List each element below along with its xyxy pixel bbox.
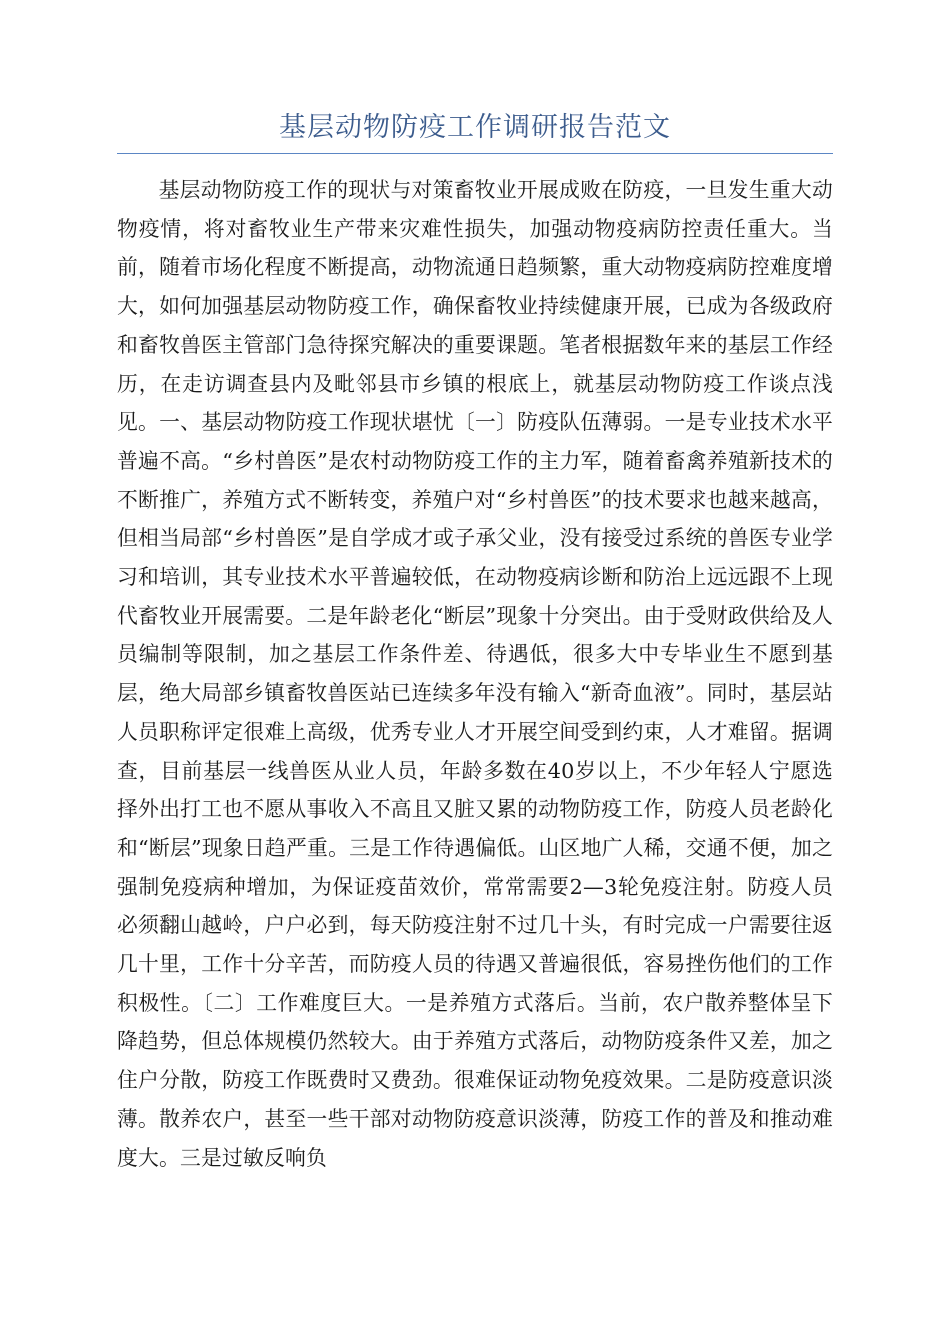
body-paragraph: 基层动物防疫工作的现状与对策畜牧业开展成败在防疫，一旦发生重大动物疫情，将对畜牧业生产带来灾难性损失，加强动物疫病防控责任重大。当前，随着市场化程度不断提高，动物流通日趋频繁，重大动物疫病防控难度增大，如何加强基层动物防疫工作，确保畜牧业持续健康开展，已成为各级政府和畜牧兽医主管部门急待探究解决的重要课题。笔者根据数年来的基层工作经历，在走访调查县内及毗邻县市乡镇的根底上，就基层动物防疫工作谈点浅见。一、基层动物防疫工作现状堪忧〔一〕防疫队伍薄弱。一是专业技术水平普遍不高。“乡村兽医”是农村动物防疫工作的主力军，随着畜禽养殖新技术的不断推广，养殖方式不断转变，养殖户对“乡村兽医”的技术要求也越来越高，但相当局部“乡村兽医”是自学成才或子承父业，没有接受过系统的兽医专业学习和培训，其专业技术水平普遍较低，在动物疫病诊断和防治上远远跟不上现代畜牧业开展需要。二是年龄老化“断层”现象十分突出。由于受财政供给及人员编制等限制，加之基层工作条件差、待遇低，很多大中专毕业生不愿到基层，绝大局部乡镇畜牧兽医站已连续多年没有输入“新奇血液”。同时，基层站人员职称评定很难上高级，优秀专业人才开展空间受到约束，人才难留。据调查，目前基层一线兽医从业人员，年龄多数在40岁以上，不少年轻人宁愿选择外出打工也不愿从事收入不高且又脏又累的动物防疫工作，防疫人员老龄化和“断层”现象日趋严重。三是工作待遇偏低。山区地广人稀，交通不便，加之强制免疫病种增加，为保证疫苗效价，常常需要2—3轮免疫注射。防疫人员必须翻山越岭，户户必到，每天防疫注射不过几十头，有时完成一户需要往返几十里，工作十分辛苦，而防疫人员的待遇又普遍很低，容易挫伤他们的工作积极性。〔二〕工作难度巨大。一是养殖方式落后。当前，农户散养整体呈下降趋势，但总体规模仍然较大。由于养殖方式落后，动物防疫条件又差，加之住户分散，防疫工作既费时又费劲。很难保证动物免疫效果。二是防疫意识淡薄。散养农户，甚至一些干部对动物防疫意识淡薄，防疫工作的普及和推动难度大。三是过敏反响负 xyxy=(117,178,833,1170)
title-underline xyxy=(117,153,833,154)
document-title: 基层动物防疫工作调研报告范文 xyxy=(279,112,671,143)
